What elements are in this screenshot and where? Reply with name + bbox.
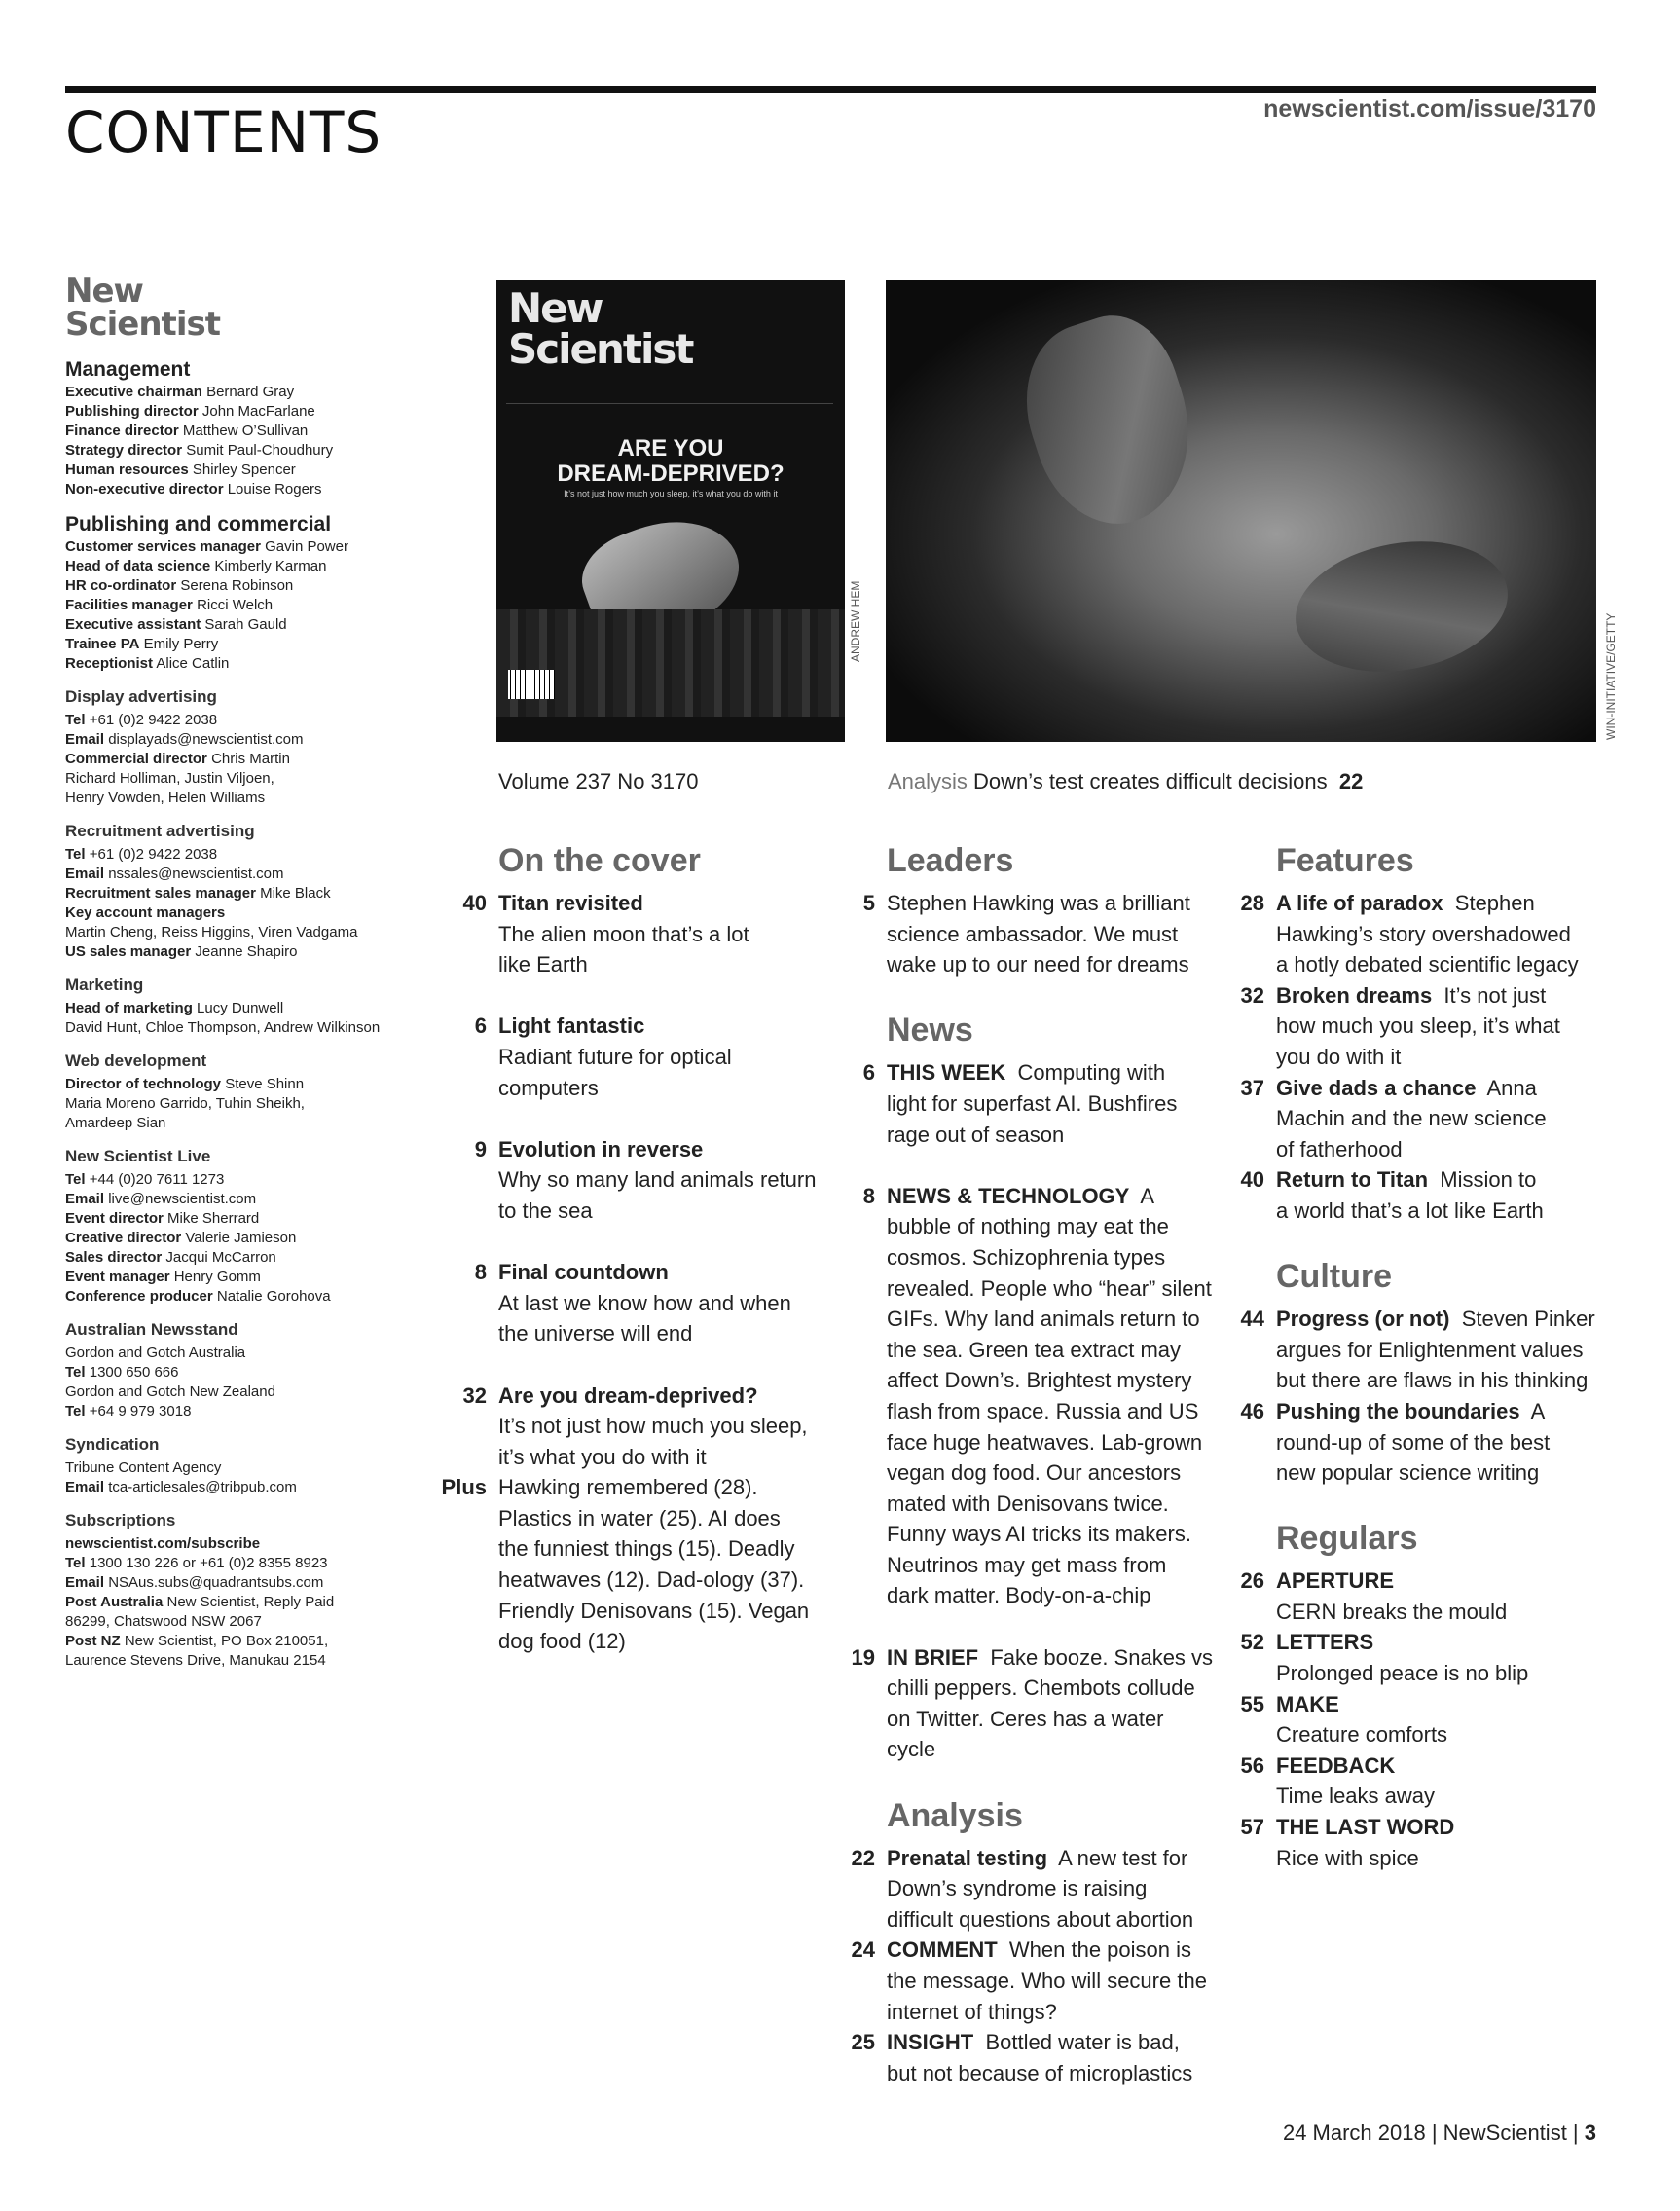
display-tel: Tel +61 (0)2 9422 2038 — [65, 712, 218, 728]
staff-name: Louise Rogers — [227, 481, 322, 497]
magazine-cover-image[interactable] — [496, 280, 845, 742]
staff-row — [65, 596, 416, 615]
entry-line: difficult questions about abortion — [887, 1906, 1194, 1932]
staff-row — [65, 402, 416, 422]
staff-role: Creative director — [65, 1230, 182, 1246]
cover-headline: ARE YOU DREAM-DEPRIVED? — [557, 435, 785, 487]
entry-line — [887, 1843, 1218, 1874]
leaders-heading: Leaders — [887, 842, 1014, 879]
entry-heading: APERTURE — [1276, 1568, 1395, 1594]
entry-heading: THIS WEEK — [887, 1060, 1006, 1086]
toc-entry[interactable] — [851, 1843, 1218, 1935]
entry-heading: Are you dream-deprived? — [498, 1382, 758, 1408]
new-scientist-logo: New Scientist — [65, 272, 220, 344]
toc-entry[interactable] — [1240, 1812, 1597, 1873]
cover-cityscape — [496, 609, 845, 717]
entry-line — [887, 1935, 1218, 1966]
entry-heading: Titan revisited — [498, 891, 643, 915]
toc-entry[interactable] — [1240, 1689, 1597, 1750]
head-of-marketing: Head of marketing Lucy Dunwell — [65, 1000, 284, 1016]
toc-entry[interactable] — [1240, 980, 1597, 1073]
staff-name: Valerie Jamieson — [185, 1230, 297, 1246]
toc-entry[interactable] — [1240, 888, 1597, 980]
entry-heading: IN BRIEF — [887, 1644, 979, 1670]
staff-row — [65, 480, 416, 499]
entry-text: Bottled water is bad, — [985, 2030, 1180, 2055]
hand-shape — [1004, 300, 1215, 542]
entry-heading: Return to Titan — [1276, 1167, 1429, 1193]
cover-logo: New Scientist — [508, 284, 693, 373]
staff-role: Human resources — [65, 461, 189, 478]
entry-line: to the sea — [498, 1198, 593, 1223]
entry-line: It’s not just how much you sleep, — [498, 1414, 808, 1439]
staff-role: Facilities manager — [65, 597, 193, 613]
entry-line: on Twitter. Ceres has a water cycle — [887, 1706, 1164, 1762]
marketing-names: David Hunt, Chloe Thompson, Andrew Wilkinson — [65, 1019, 381, 1036]
page-number: 6 — [474, 1013, 487, 1039]
staff-role: Customer services manager — [65, 538, 261, 555]
volume-caption: Volume 237 No 3170 — [498, 769, 699, 793]
entry-line: Rice with spice — [1276, 1845, 1419, 1870]
live-list — [65, 1209, 416, 1307]
entry-line: rage out of season — [887, 1122, 1065, 1147]
analysis-heading: Analysis — [887, 1796, 1023, 1834]
on-the-cover-column — [441, 841, 829, 1657]
entry-line — [1276, 1304, 1597, 1335]
entry-line — [1276, 888, 1597, 919]
toc-entry[interactable] — [462, 888, 829, 980]
page-number: 22 — [851, 1845, 875, 1870]
recruitment-tel: Tel +61 (0)2 9422 2038 — [65, 846, 218, 863]
entry-heading: Pushing the boundaries — [1276, 1398, 1520, 1423]
toc-entry[interactable] — [851, 1642, 1218, 1765]
staff-role: Publishing director — [65, 403, 199, 420]
entry-line — [887, 2027, 1218, 2058]
entry-heading: MAKE — [1276, 1691, 1339, 1716]
recruitment-email[interactable]: Email nssales@newscientist.com — [65, 866, 284, 882]
page-number: 32 — [1240, 982, 1264, 1008]
entry-line: like Earth — [498, 952, 588, 977]
culture-entries — [1240, 1304, 1597, 1489]
staff-name: Matthew O’Sullivan — [182, 423, 309, 439]
entry-line: heatwaves (12). Dad-ology (37). — [498, 1567, 805, 1593]
analysis-photo[interactable] — [886, 280, 1596, 742]
entry-line: of fatherhood — [1276, 1136, 1403, 1161]
display-names: Richard Holliman, Justin Viljoen, — [65, 770, 274, 787]
staff-row — [65, 1287, 416, 1307]
newsstand-nz-tel: Tel +64 9 979 3018 — [65, 1403, 192, 1419]
entry-line: the funniest things (15). Deadly — [498, 1536, 795, 1562]
news-and-technology — [862, 1181, 1218, 1611]
entry-line: Hawking’s story overshadowed — [1276, 921, 1571, 946]
entry-line: but there are flaws in his thinking — [1276, 1368, 1589, 1393]
toc-entry[interactable] — [474, 1257, 829, 1349]
entry-line: argues for Enlightenment values — [1276, 1337, 1584, 1362]
cover-subhead: It’s not just how much you sleep, it’s what you do with it — [564, 489, 778, 498]
regulars-entries — [1240, 1566, 1597, 1873]
entry-line: Neutrinos may get mass from — [887, 1552, 1167, 1577]
page-number: 37 — [1240, 1075, 1264, 1100]
analysis-entries — [851, 1843, 1218, 2089]
entry-line: revealed. People who “hear” silent — [887, 1275, 1212, 1301]
entry-line: The alien moon that’s a lot — [498, 921, 749, 946]
entry-line: At last we know how and when — [498, 1290, 791, 1315]
top-rule — [65, 86, 1596, 93]
entry-line: a hotly debated scientific legacy — [1276, 952, 1579, 977]
photo-credit: WIN-INITIATIVE/GETTY — [1604, 612, 1618, 740]
entry-text: A bubble of nothing may eat the — [887, 1183, 1169, 1239]
entry-text: A new test for — [1058, 1845, 1188, 1870]
staff-row — [65, 576, 416, 596]
page-number: 52 — [1240, 1630, 1264, 1655]
barcode-icon — [508, 670, 555, 699]
recruitment-sales-manager: Recruitment sales manager Mike Black — [65, 885, 331, 902]
entry-line: new popular science writing — [1276, 1460, 1540, 1486]
regulars-heading: Regulars — [1276, 1520, 1418, 1558]
entry-line: internet of things? — [887, 1999, 1057, 2024]
entry-line: but not because of microplastics — [887, 2060, 1193, 2085]
page-footer: 24 March 2018 | NewScientist | 3 — [1282, 2120, 1596, 2145]
entry-line: Friendly Denisovans (15). Vegan — [498, 1598, 810, 1623]
entry-line — [1276, 1164, 1597, 1196]
entry-heading: Final countdown — [498, 1260, 669, 1285]
entry-line: GIFs. Why land animals return to — [887, 1307, 1200, 1332]
news-heading: News — [887, 1012, 973, 1050]
entry-text: Computing with — [1017, 1060, 1166, 1086]
staff-row — [65, 557, 416, 576]
toc-entry[interactable] — [1240, 1627, 1597, 1688]
on-the-cover-entries — [462, 888, 829, 1472]
page-number: 9 — [474, 1136, 487, 1161]
staff-row — [65, 383, 416, 402]
entry-line: Plastics in water (25). AI does — [498, 1505, 781, 1530]
staff-name: Jacqui McCarron — [165, 1249, 276, 1266]
management-heading: Management — [65, 358, 191, 381]
entry-line: dark matter. Body-on-a-chip — [887, 1583, 1151, 1608]
subscribe-url[interactable]: newscientist.com/subscribe — [65, 1535, 261, 1552]
features-column — [1240, 841, 1597, 1873]
entry-heading: THE LAST WORD — [1276, 1815, 1455, 1840]
staff-role: Strategy director — [65, 442, 183, 459]
toc-entry[interactable] — [1240, 1304, 1597, 1396]
syndication-heading: Syndication — [65, 1435, 160, 1454]
entry-line: Stephen Hawking was a brilliant — [887, 891, 1190, 915]
entry-line: cosmos. Schizophrenia types — [887, 1244, 1166, 1270]
page-number: 55 — [1240, 1691, 1264, 1716]
entry-line: Down’s syndrome is raising — [887, 1876, 1148, 1901]
entry-line: wake up to our need for dreams — [887, 952, 1189, 977]
page-number: 44 — [1240, 1307, 1264, 1332]
staff-row — [65, 461, 416, 480]
features-entries — [1240, 888, 1597, 1227]
leaders-entry[interactable]: 5 Stephen Hawking was a brilliant science ambassador. We must wake up to our need for dreams — [887, 888, 1218, 980]
staff-name: Henry Gomm — [173, 1269, 261, 1285]
entry-line — [1276, 1396, 1597, 1457]
issue-url[interactable]: newscientist.com/issue/3170 — [1263, 95, 1596, 123]
toc-entry[interactable] — [1240, 1073, 1597, 1165]
toc-entry[interactable] — [1240, 1566, 1597, 1627]
web-names: Amardeep Sian — [65, 1115, 166, 1131]
entry-text: When the poison is — [1008, 1937, 1191, 1963]
display-heading: Display advertising — [65, 687, 217, 706]
us-sales-manager: US sales manager Jeanne Shapiro — [65, 943, 298, 960]
live-heading: New Scientist Live — [65, 1147, 211, 1165]
entry-heading: Broken dreams — [1276, 982, 1433, 1008]
staff-name: Ricci Welch — [197, 597, 274, 613]
staff-role: Executive assistant — [65, 616, 201, 633]
staff-name: John MacFarlane — [201, 403, 315, 420]
entry-heading: NEWS & TECHNOLOGY — [887, 1183, 1130, 1208]
page-number: 8 — [862, 1183, 875, 1208]
news-in-brief — [851, 1642, 1218, 1765]
entry-line — [887, 1057, 1218, 1088]
page-number: 46 — [1240, 1398, 1264, 1423]
staff-row — [65, 422, 416, 441]
entry-line: the sea. Green tea extract may — [887, 1337, 1182, 1362]
toc-entry[interactable] — [474, 1134, 829, 1227]
staff-row — [65, 1248, 416, 1268]
staff-role: Event director — [65, 1210, 164, 1227]
entry-line: chilli peppers. Chembots collude — [887, 1676, 1195, 1701]
entry-line: dog food (12) — [498, 1629, 626, 1654]
page-number: 25 — [851, 2030, 875, 2055]
on-the-cover-heading: On the cover — [498, 842, 701, 879]
key-account-label: Key account managers — [65, 904, 226, 921]
news-this-week — [862, 1057, 1218, 1150]
management-list — [65, 383, 416, 499]
web-heading: Web development — [65, 1051, 207, 1070]
page-number: 57 — [1240, 1815, 1264, 1840]
entry-heading: LETTERS — [1276, 1630, 1374, 1655]
entry-line — [1276, 980, 1597, 1012]
staff-row — [65, 635, 416, 654]
syndication-email[interactable]: Email tca-articlesales@tribpub.com — [65, 1479, 297, 1495]
entry-line: you do with it — [1276, 1044, 1402, 1069]
page-number: 8 — [474, 1260, 487, 1285]
page-number: 40 — [1240, 1167, 1264, 1193]
staff-role: Non-executive director — [65, 481, 224, 497]
staff-role: Sales director — [65, 1249, 163, 1266]
web-names: Maria Moreno Garrido, Tuhin Sheikh, — [65, 1095, 305, 1112]
staff-role: Executive chairman — [65, 384, 202, 400]
staff-name: Sumit Paul-Choudhury — [186, 442, 334, 459]
toc-entry[interactable] — [474, 1011, 829, 1103]
entry-heading: Light fantastic — [498, 1013, 645, 1039]
staff-row — [65, 1268, 416, 1287]
staff-row — [65, 654, 416, 674]
syndication-agency: Tribune Content Agency — [65, 1459, 222, 1476]
entry-heading: INSIGHT — [887, 2030, 974, 2055]
entry-line — [887, 1642, 1218, 1674]
entry-heading: Prenatal testing — [887, 1845, 1048, 1870]
entry-line: science ambassador. We must — [887, 921, 1179, 946]
page-number: 56 — [1240, 1752, 1264, 1778]
staff-row — [65, 1209, 416, 1229]
toc-entry[interactable] — [851, 1935, 1218, 2027]
newsstand-au: Gordon and Gotch Australia — [65, 1345, 246, 1361]
live-email[interactable]: Email live@newscientist.com — [65, 1191, 257, 1207]
newsstand-au-tel: Tel 1300 650 666 — [65, 1364, 179, 1381]
subscriptions-heading: Subscriptions — [65, 1511, 176, 1529]
page-number: 26 — [1240, 1568, 1264, 1594]
post-australia-2: 86299, Chatswood NSW 2067 — [65, 1613, 262, 1630]
page-number: 40 — [462, 891, 487, 915]
staff-name: Gavin Power — [265, 538, 348, 555]
entry-text: A round-up of some of the best — [1276, 1398, 1551, 1455]
entry-line: affect Down’s. Brightest mystery — [887, 1368, 1192, 1393]
newsstand-nz: Gordon and Gotch New Zealand — [65, 1383, 275, 1400]
features-heading: Features — [1276, 842, 1414, 879]
entry-line: Machin and the new science — [1276, 1106, 1547, 1131]
entry-text: Steven Pinker — [1461, 1307, 1595, 1332]
cover-strip — [506, 403, 833, 407]
entry-line: the message. Who will secure the — [887, 1969, 1207, 1993]
entry-line: computers — [498, 1075, 599, 1100]
page-number: 28 — [1240, 891, 1264, 915]
subscriptions-email[interactable]: Email NSAus.subs@quadrantsubs.com — [65, 1574, 324, 1591]
entry-line: how much you sleep, it’s what — [1276, 1013, 1560, 1039]
entry-heading: Evolution in reverse — [498, 1136, 704, 1161]
entry-line: CERN breaks the mould — [1276, 1599, 1508, 1624]
plus-lines — [498, 1472, 829, 1657]
entry-line: Hawking remembered (28). — [498, 1475, 758, 1500]
entry-line: Time leaks away — [1276, 1784, 1436, 1809]
entry-line: Funny ways AI tricks its makers. — [887, 1522, 1191, 1547]
staff-name: Alice Catlin — [156, 655, 230, 672]
entry-line: Prolonged peace is no blip — [1276, 1661, 1529, 1686]
toc-entry[interactable] — [862, 1181, 1218, 1611]
director-of-technology: Director of technology Steve Shinn — [65, 1076, 305, 1092]
entry-heading: A life of paradox — [1276, 891, 1443, 915]
entry-line: face huge heatwaves. Lab-grown — [887, 1429, 1203, 1455]
plus-label: Plus — [441, 1475, 487, 1500]
display-email[interactable]: Email displayads@newscientist.com — [65, 731, 304, 748]
page-number: 24 — [851, 1937, 875, 1963]
staff-name: Sarah Gauld — [204, 616, 287, 633]
staff-row — [65, 615, 416, 635]
toc-entry[interactable] — [462, 1381, 829, 1473]
publishing-list — [65, 537, 416, 674]
display-names: Henry Vowden, Helen Williams — [65, 790, 266, 806]
staff-name: Natalie Gorohova — [216, 1288, 331, 1305]
entry-text: Stephen — [1454, 891, 1535, 915]
page-number: 19 — [851, 1644, 875, 1670]
toc-entry[interactable] — [1240, 1164, 1597, 1226]
entry-line: Creature comforts — [1276, 1722, 1448, 1748]
entry-line: flash from space. Russia and US — [887, 1398, 1199, 1423]
entry-heading: Progress (or not) — [1276, 1307, 1450, 1332]
staff-row — [65, 1229, 416, 1248]
toc-entry[interactable] — [862, 1057, 1218, 1150]
staff-name: Mike Sherrard — [167, 1210, 260, 1227]
staff-role: Head of data science — [65, 558, 211, 574]
entry-line: a world that’s a lot like Earth — [1276, 1198, 1544, 1223]
publishing-heading: Publishing and commercial — [65, 513, 332, 535]
post-australia: Post Australia New Scientist, Reply Paid — [65, 1594, 335, 1610]
staff-role: Receptionist — [65, 655, 154, 672]
leaders-news-column — [851, 841, 1218, 2088]
entry-line: Why so many land animals return — [498, 1167, 817, 1193]
toc-entry[interactable] — [1240, 1750, 1597, 1812]
post-nz-2: Laurence Stevens Drive, Manukau 2154 — [65, 1652, 326, 1669]
entry-text: Fake booze. Snakes vs — [990, 1644, 1214, 1670]
staff-row — [65, 441, 416, 461]
toc-entry[interactable] — [1240, 1396, 1597, 1489]
entry-line: Radiant future for optical — [498, 1044, 732, 1069]
entry-line: the universe will end — [498, 1321, 693, 1346]
post-nz: Post NZ New Scientist, PO Box 210051, — [65, 1633, 329, 1649]
staff-name: Serena Robinson — [180, 577, 294, 594]
toc-entry[interactable] — [851, 2027, 1218, 2088]
page-title: CONTENTS — [65, 99, 383, 166]
masthead-sidebar — [65, 272, 416, 1671]
entry-text: Anna — [1486, 1075, 1537, 1100]
staff-role: HR co-ordinator — [65, 577, 177, 594]
staff-name: Kimberly Karman — [214, 558, 327, 574]
staff-name: Shirley Spencer — [192, 461, 296, 478]
staff-role: Trainee PA — [65, 636, 140, 652]
subscriptions-tel: Tel 1300 130 226 or +61 (0)2 8355 8923 — [65, 1555, 328, 1571]
staff-role: Finance director — [65, 423, 179, 439]
entry-heading: FEEDBACK — [1276, 1752, 1396, 1778]
entry-heading: Give dads a chance — [1276, 1075, 1477, 1100]
display-commercial: Commercial director Chris Martin — [65, 751, 290, 767]
entry-line: mated with Denisovans twice. — [887, 1491, 1169, 1516]
key-account-names: Martin Cheng, Reiss Higgins, Viren Vadgama — [65, 924, 358, 940]
entry-line: light for superfast AI. Bushfires — [887, 1090, 1178, 1116]
recruitment-heading: Recruitment advertising — [65, 822, 255, 840]
staff-row — [65, 537, 416, 557]
staff-role: Conference producer — [65, 1288, 213, 1305]
culture-heading: Culture — [1276, 1258, 1392, 1296]
newsstand-heading: Australian Newsstand — [65, 1320, 238, 1339]
plus-entry[interactable] — [441, 1472, 829, 1657]
entry-line: vegan dog food. Our ancestors — [887, 1460, 1182, 1486]
analysis-caption[interactable]: Analysis Down’s test creates difficult decisions 22 — [888, 769, 1364, 793]
entry-heading: COMMENT — [887, 1937, 998, 1963]
staff-role: Event manager — [65, 1269, 170, 1285]
staff-name: Emily Perry — [143, 636, 219, 652]
cover-credit: ANDREW HEM — [849, 580, 862, 662]
live-tel: Tel +44 (0)20 7611 1273 — [65, 1171, 225, 1188]
entry-line — [887, 1181, 1218, 1242]
staff-name: Bernard Gray — [206, 384, 295, 400]
entry-line — [1276, 1073, 1597, 1104]
entry-text: It’s not just — [1443, 982, 1547, 1008]
page-number: 32 — [462, 1382, 487, 1408]
entry-line: it’s what you do with it — [498, 1444, 707, 1469]
entry-text: Mission to — [1440, 1167, 1537, 1193]
hand-shape — [1285, 526, 1517, 687]
page-number: 6 — [862, 1060, 875, 1086]
marketing-heading: Marketing — [65, 976, 144, 994]
